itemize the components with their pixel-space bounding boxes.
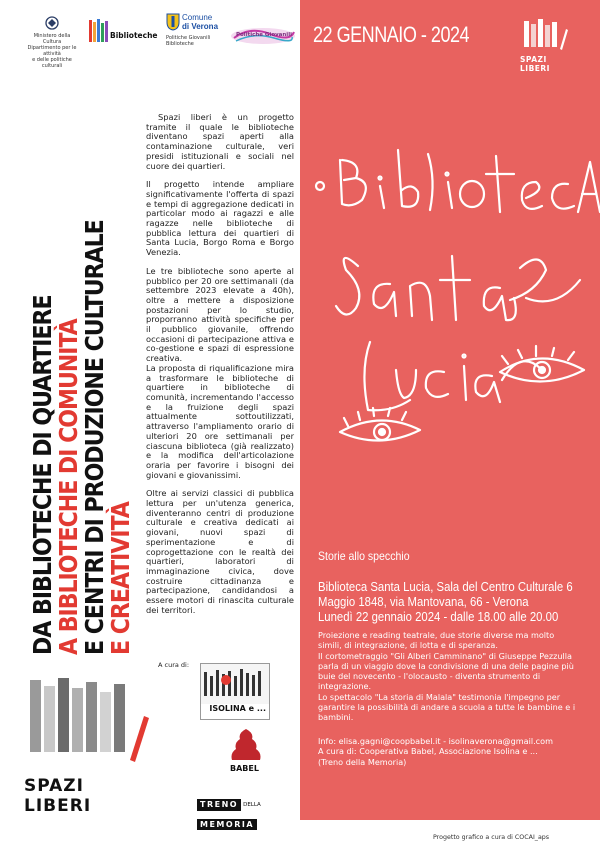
paragraph-1: Spazi liberi è un progetto tramite il quale le biblioteche diventano spazi aperti alla contaminazione culturale, veri presidi istituzionali e sociali nel cuore dei quartieri. <box>146 112 294 171</box>
politiche-label: Politiche Giovanili <box>236 32 292 38</box>
event-info-partner: (Treno della Memoria) <box>318 756 407 767</box>
event-date: 22 GENNAIO - 2024 <box>313 22 470 47</box>
event-info-organizers: A cura di: Cooperativa Babel, Associazione Isolina e ... <box>318 746 538 757</box>
event-info-contacts: Info: elisa.gagni@coopbabel.it - isolinaverona@gmail.com <box>318 736 553 746</box>
comune-line-2: di Verona <box>182 22 219 31</box>
event-description <box>318 630 580 723</box>
biblioteche-logo <box>88 18 158 50</box>
treno-memoria-logo <box>197 799 273 829</box>
paragraph-4: La proposta di riqualificazione mira a trasformare le biblioteche di quartiere in biblioteche di comunità, incrementando l'accesso e la fruizione degli spazi attualmente sottoutilizzati, attraverso l'ampliamento orario di ulteriori 20 ore settimanali per ciascuna biblioteca (già realizzato) e la modifica dell'articolazione oraria per favorire i bisogni dei giovani e giovanissimi. <box>146 362 294 480</box>
ministry-line-2: Dipartimento per le attività <box>27 45 77 57</box>
treno-della: DELLA <box>243 802 261 808</box>
babel-logo <box>226 727 266 777</box>
event-location-line-1: Biblioteca Santa Lucia, Sala del Centro Culturale 6 <box>318 579 573 594</box>
event-location-line-2: Maggio 1848, via Mantovana, 66 - Verona <box>318 594 529 609</box>
biblioteche-label: Biblioteche <box>110 31 158 40</box>
comune-sub-2: Biblioteche <box>166 41 194 47</box>
event-location <box>318 579 573 624</box>
event-info <box>318 736 580 767</box>
ministry-line-1: Ministero della Cultura <box>33 33 71 45</box>
event-description-3: Lo spettacolo "La storia di Malala" testimonia l'impegno per garantire la possibilità di andare a scuola a tutte le bambine e i bambini. <box>318 691 576 723</box>
spazi-liberi-logo <box>22 676 157 816</box>
ministry-logo <box>27 14 77 69</box>
babel-label: BABEL <box>230 764 259 773</box>
isolina-figures-icon <box>201 664 269 704</box>
spazi-liberi-books-icon <box>22 676 157 771</box>
spazi-liberi-small-logo <box>520 17 572 73</box>
graphic-credit: Progetto grafico a cura di COCAI_aps <box>433 834 550 841</box>
handwritten-title-illustration <box>300 120 600 600</box>
vertical-title-3: E CENTRI DI PRODUZIONE CULTURALE <box>80 220 109 655</box>
event-subtitle: Storie allo specchio <box>318 549 410 563</box>
comune-verona-logo <box>166 13 224 57</box>
verona-crest-icon <box>166 13 180 31</box>
treno-word-2: MEMORIA <box>197 819 257 830</box>
paragraph-5: Oltre ai servizi classici di pubblica lettura per un'utenza generica, diventeranno centri di produzione culturale e creativa dedicati ai giovani, nuovi spazi di sperimentazione e di coprogettazione con le realtà dei quartieri, laboratori di immaginazione civica, dove costruire cittadinanza e partecipazione, candidandosi a essere motori di rinascita culturale dei territori. <box>146 488 294 615</box>
event-description-1: Proiezione e reading teatrale, due storie diverse ma molto simili, di integrazione, di lotta e di speranza. <box>318 630 555 651</box>
event-location-line-3: Lunedì 22 gennaio 2024 - dalle 18.00 alle 20.00 <box>318 609 559 624</box>
project-description <box>146 113 294 624</box>
books-icon <box>88 18 110 44</box>
treno-word-1: TRENO <box>197 799 241 811</box>
ministry-line-3: e delle politiche culturali <box>32 57 72 69</box>
paragraph-2: Il progetto intende ampliare significativamente l'offerta di spazi e tempi di aggregazione dedicati in particolar modo ai ragazzi e alle ragazze nelle biblioteche di pubblica lettura dei quartieri di Santa Lucia, Borgo Roma e Borgo Venezia. <box>146 179 294 258</box>
vertical-title-4: E CREATIVITÀ <box>106 502 135 655</box>
isolina-label: ISOLINA e ... <box>209 704 266 713</box>
paragraph-3: Le tre biblioteche sono aperte al pubblico per 20 ore settimanali (da settembre 2023 elevate a 40h), oltre a mettere a disposizione postazioni per lo studio, proporranno attività specifiche per il pubblico giovanile, offrendo occasioni di partecipazione attiva e co-gestione e spazi di espressione creativa. <box>146 265 294 364</box>
a-cura-di-label: A cura di: <box>158 661 190 669</box>
spazi-liberi-big-label: SPAZI LIBERI <box>24 776 92 816</box>
babel-tower-icon <box>226 727 266 763</box>
politiche-giovanili-logo <box>230 26 296 46</box>
vertical-title-1: DA BIBLIOTECHE DI QUARTIERE <box>28 295 57 655</box>
spazi-liberi-small-books-icon <box>520 17 572 51</box>
isolina-logo <box>200 663 270 720</box>
event-description-2: Il cortometraggio "Gli Alberi Camminano" di Giuseppe Pezzulla parla di un viaggio dove la condivisione di una delle pagine più buie del novecento - l'olocausto - diventa strumento di integrazione. <box>318 650 574 692</box>
spazi-liberi-small-label: SPAZI LIBERI <box>520 55 550 73</box>
comune-sub-1: Politiche Giovanili <box>166 35 211 41</box>
comune-line-1: Comune <box>182 13 213 22</box>
vertical-title-2: A BIBLIOTECHE DI COMUNITÀ <box>54 319 83 655</box>
